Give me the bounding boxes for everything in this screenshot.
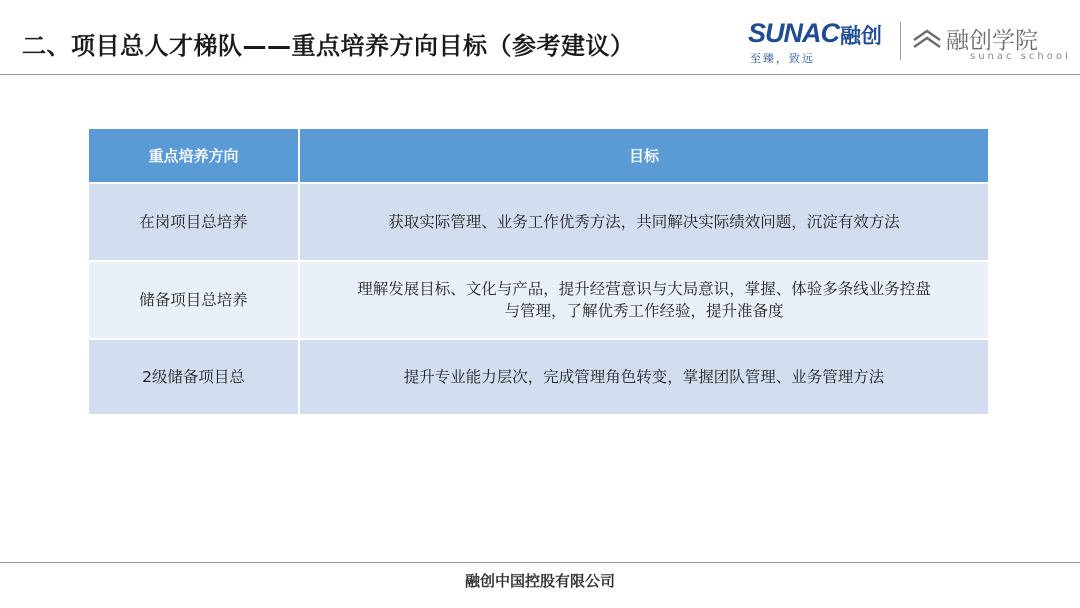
school-emblem-icon: [912, 28, 942, 50]
school-en-name: sunac school: [970, 51, 1071, 62]
sunac-wordmark: SUNAC: [748, 18, 840, 48]
goal-cell: 获取实际管理、业务工作优秀方法，共同解决实际绩效问题，沉淀有效方法: [299, 183, 988, 261]
brand-slogan: 至臻，致远: [750, 52, 815, 65]
table-header-row: [89, 129, 988, 183]
table-row: [89, 183, 988, 261]
footer-company-name: 融创中国控股有限公司: [464, 572, 615, 590]
logo-divider: [900, 22, 901, 60]
training-goals-table: [89, 129, 988, 416]
goal-cell: 提升专业能力层次，完成管理角色转变，掌握团队管理、业务管理方法: [299, 339, 988, 415]
school-cn-name: 融创学院: [946, 28, 1038, 54]
direction-cell: 在岗项目总培养: [89, 183, 299, 261]
goal-line: 理解发展目标、文化与产品，提升经营意识与大局意识，掌握、体验多条线业务控盘: [357, 280, 931, 298]
page-title: 二、项目总人才梯队——重点培养方向目标（参考建议）: [22, 32, 635, 60]
header-divider: [0, 74, 1080, 75]
goal-cell: [299, 261, 988, 339]
table-row: [89, 261, 988, 339]
company-logo: [748, 18, 1071, 66]
column-header-direction: 重点培养方向: [89, 129, 299, 183]
goal-line: 与管理，了解优秀工作经验，提升准备度: [504, 302, 784, 320]
direction-cell: 储备项目总培养: [89, 261, 299, 339]
direction-cell: 2级储备项目总: [89, 339, 299, 415]
brand-cn-name: 融创: [840, 24, 882, 48]
column-header-goal: 目标: [299, 129, 988, 183]
footer-divider: [0, 562, 1080, 563]
table-row: [89, 339, 988, 415]
